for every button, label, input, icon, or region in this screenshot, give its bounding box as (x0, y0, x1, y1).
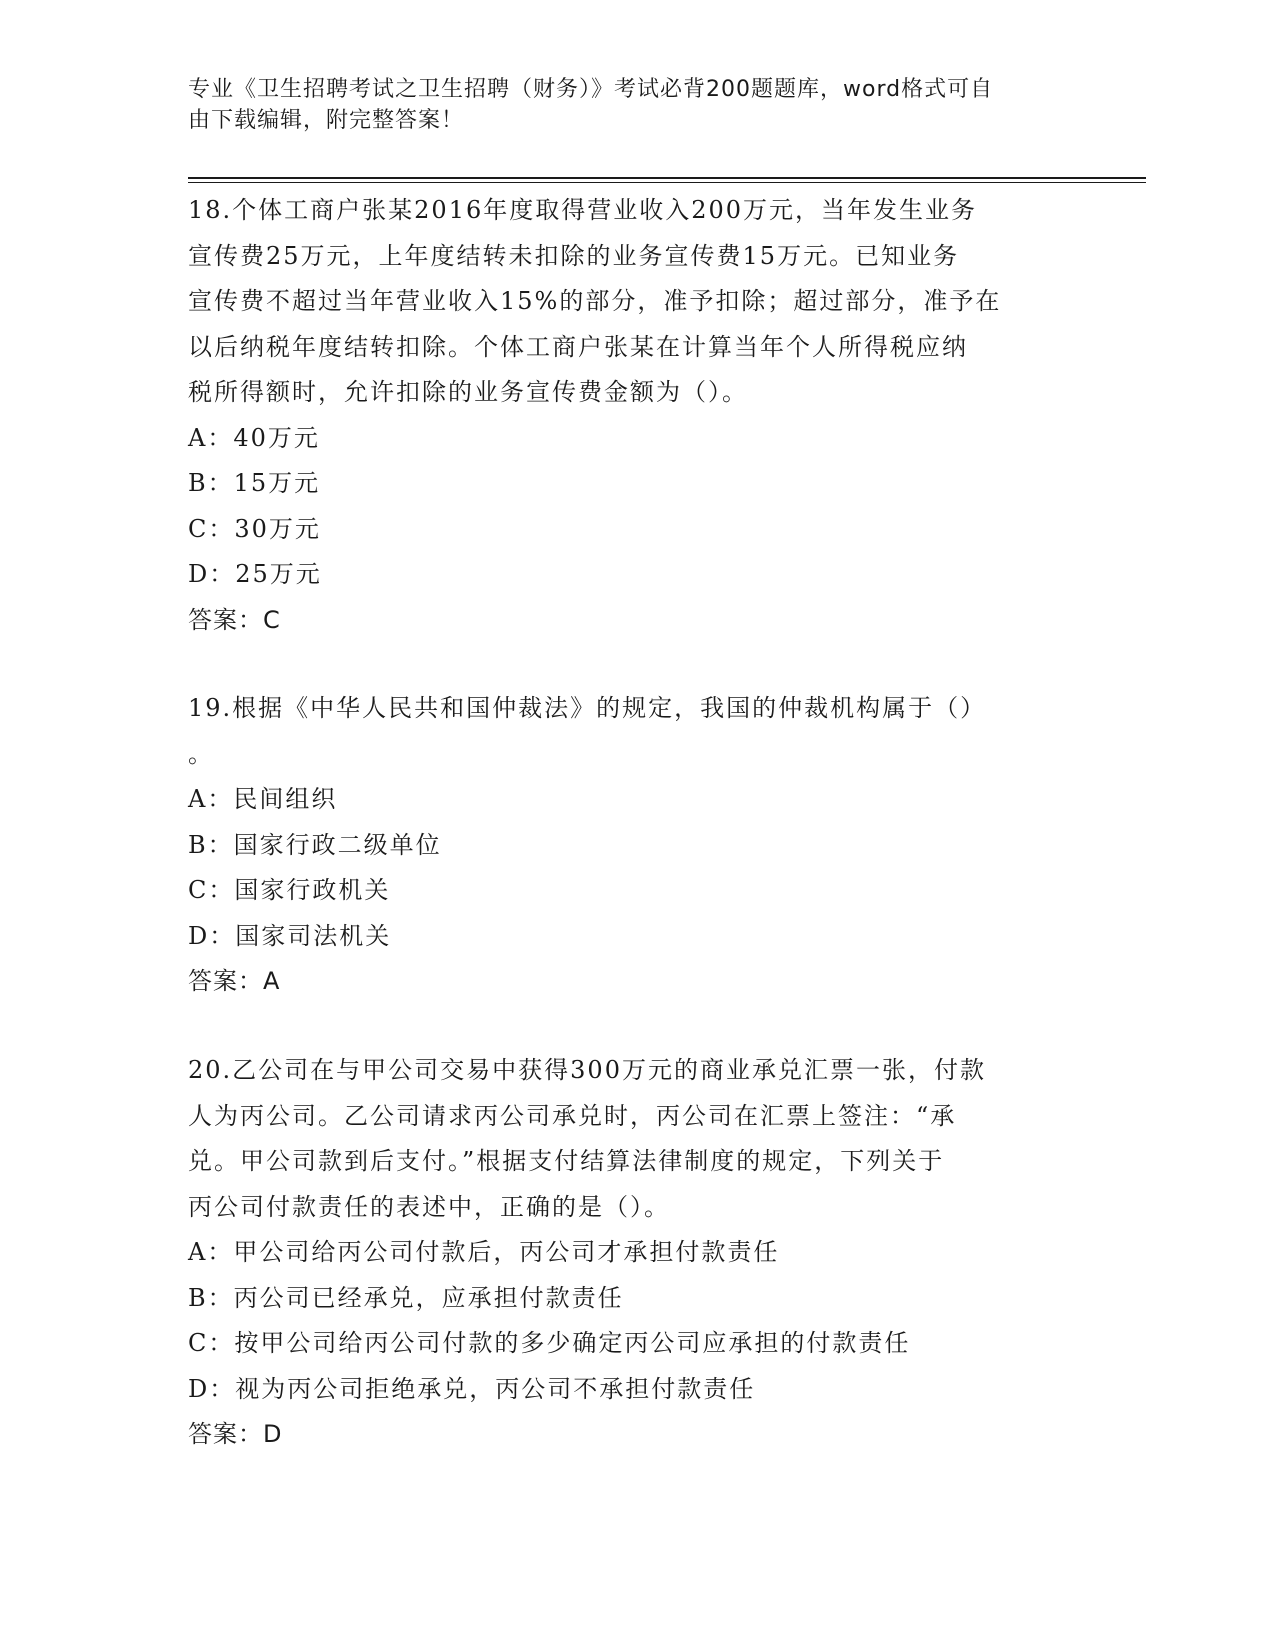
answer-label: 答案：D (188, 1420, 283, 1448)
question-stem-line: 税所得额时，允许扣除的业务宣传费金额为（）。 (188, 378, 748, 406)
document-header (188, 74, 1068, 136)
header-line-1: 专业《卫生招聘考试之卫生招聘（财务）》考试必背200题题库，word格式可自 (188, 77, 994, 102)
header-divider-thin (188, 182, 1146, 183)
question-stem-line: 20.乙公司在与甲公司交易中获得300万元的商业承兑汇票一张，付款 (188, 1056, 986, 1084)
option-c: C：国家行政机关 (188, 876, 391, 904)
question-19 (188, 686, 1088, 1005)
option-d: D：视为丙公司拒绝承兑，丙公司不承担付款责任 (188, 1374, 756, 1403)
answer-label: 答案：A (188, 967, 281, 995)
question-20 (188, 1048, 1088, 1458)
header-line-2: 由下载编辑，附完整答案！ (188, 108, 465, 133)
question-stem-line: 19.根据《中华人民共和国仲裁法》的规定，我国的仲裁机构属于（） (188, 694, 987, 722)
question-stem-line: 兑。甲公司款到后支付。”根据支付结算法律制度的规定，下列关于 (188, 1147, 945, 1175)
option-d: D：国家司法机关 (188, 921, 392, 950)
question-stem-line: 宣传费不超过当年营业收入15%的部分，准予扣除；超过部分，准予在 (188, 287, 1002, 315)
header-divider-thick (188, 177, 1146, 179)
question-stem-line: 丙公司付款责任的表述中，正确的是（）。 (188, 1192, 670, 1221)
question-stem-line: 以后纳税年度结转扣除。个体工商户张某在计算当年个人所得税应纳 (188, 332, 968, 361)
option-c: C：30万元 (188, 514, 321, 543)
option-b: B：丙公司已经承兑，应承担付款责任 (188, 1283, 624, 1312)
option-b: B：15万元 (188, 469, 321, 497)
option-a: A：甲公司给丙公司付款后，丙公司才承担付款责任 (188, 1238, 780, 1266)
question-stem-line: 18.个体工商户张某2016年度取得营业收入200万元，当年发生业务 (188, 196, 978, 224)
answer-label: 答案：C (188, 605, 281, 634)
option-d: D：25万元 (188, 560, 322, 588)
question-18 (188, 188, 1088, 643)
question-stem-line: 。 (188, 739, 214, 768)
question-stem-line: 人为丙公司。乙公司请求丙公司承兑时，丙公司在汇票上签注：“承 (188, 1101, 957, 1130)
option-a: A：40万元 (188, 423, 320, 452)
option-c: C：按甲公司给丙公司付款的多少确定丙公司应承担的付款责任 (188, 1329, 911, 1357)
option-b: B：国家行政二级单位 (188, 830, 442, 859)
option-a: A：民间组织 (188, 785, 338, 813)
question-stem-line: 宣传费25万元，上年度结转未扣除的业务宣传费15万元。已知业务 (188, 241, 960, 270)
